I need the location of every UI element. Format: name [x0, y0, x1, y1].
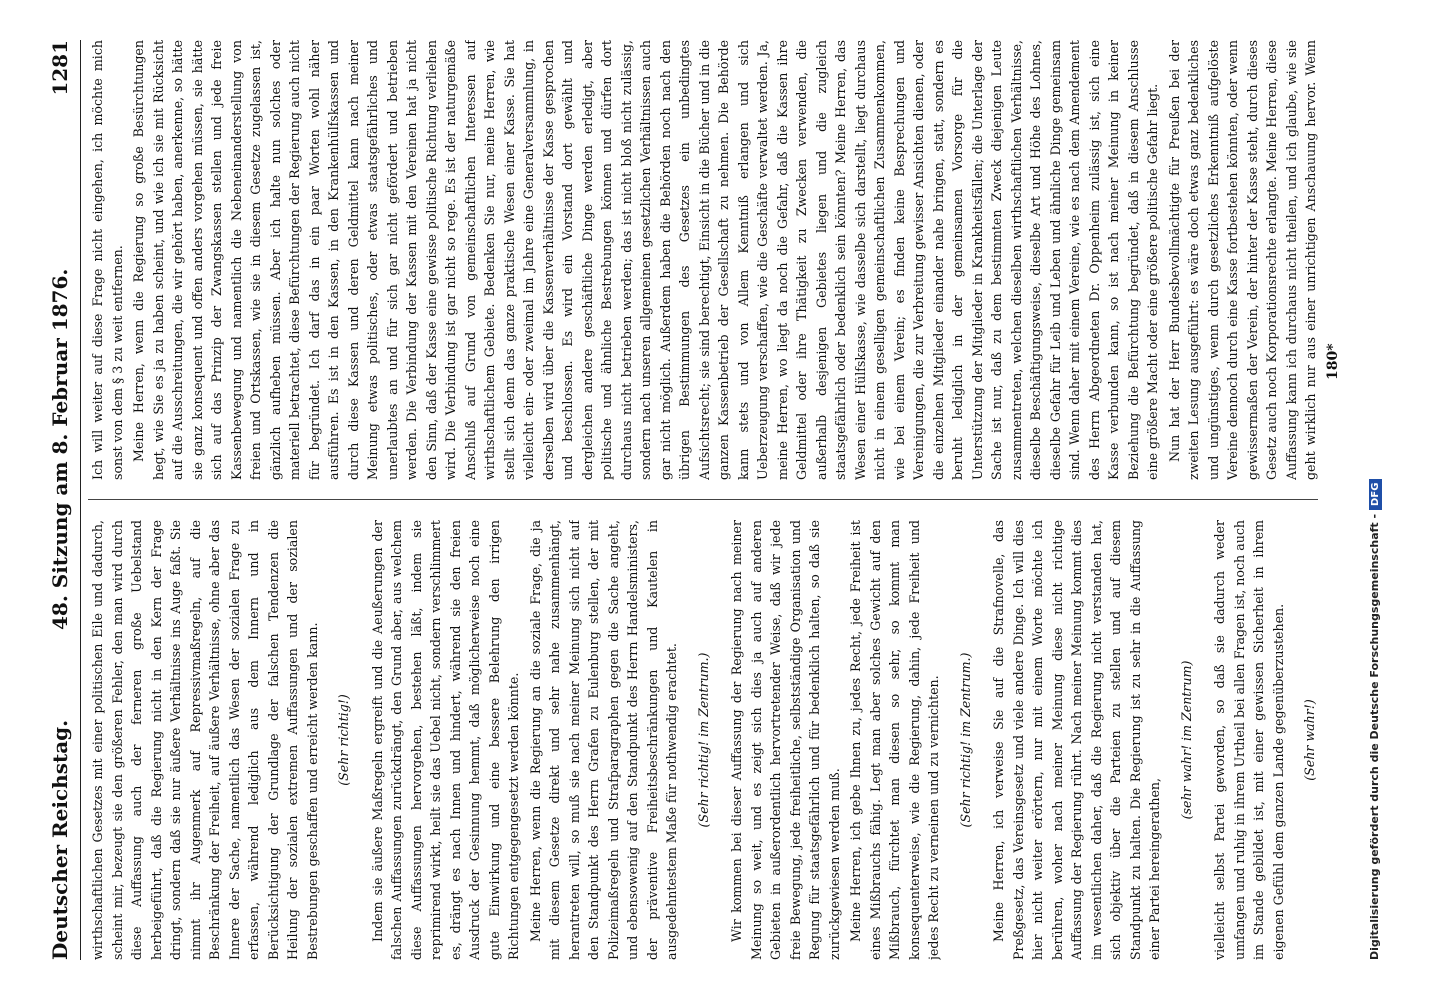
- paragraph: Nun hat der Herr Bundesbevollmächtigte für Preußen bei der zweiten Lesung ausgeführt: es wäre doch etwas ganz bedenkliches und ungünstiges, wenn durch gesetzliches Erkenntniß aufgelöste Vereine dennoch durch eine Kasse fortbestehen könnten, oder wenn gewissermaßen der Verein, der hinter der Kasse steht, durch dieses Gesetz auch noch Korporationsrechte erlangte. Meine Herren, diese Auffassung kann ich durchaus nicht theilen, und ich glaube, wie sie geht wirklich nur aus einer unrichtigen Anschauung hervor. Wenn: [1166, 40, 1318, 480]
- paragraph: Meine Herren, ich verweise Sie auf die Strafnovelle, das Preßgesetz, das Vereinsgesetz und viele andere Dinge. Ich will dies hier nicht weiter erörtern, nur mit einem Worte möchte ich berühren, woher nach meiner Meinung diese nicht richtige Auffassung der Regierung rührt. Nach meiner Meinung kommt dies im wesentlichen daher, daß die Regierung nicht verstanden hat, sich objektiv über die Parteien zu stellen und auf diesem Standpunkt zu halten. Die Regierung ist zu sehr in die Auffassung einer Partei hereingerathen,: [991, 520, 1162, 960]
- interjection: (sehr wahr! im Zentrum): [1178, 660, 1194, 820]
- paragraph: Indem sie äußere Maßregeln ergreift und die Aeußerungen der falschen Auffassungen zurückdrängt, den Grund aber, aus welchem diese Auffassungen hervorgehen, bestehen läßt, indem sie reprimirend wirkt, heilt sie das Uebel nicht, sondern verschlimmert es, drängt es nach Innen und hindert, während sie den freien Ausdruck der Gesinnung hemmt, daß möglicherweise noch eine gute Einwirkung und eine bessere Belehrung den irrigen Richtungen entgegengesetzt werden könnte.: [369, 520, 521, 960]
- signature-mark: 180*: [1325, 343, 1341, 380]
- column-divider: [88, 499, 1318, 500]
- left-text-column: [88, 520, 1318, 960]
- interjection: (Sehr richtig! im Zentrum.): [695, 652, 711, 828]
- credit-text: Digitalisierung gefördert durch die Deutsche Forschungsgemeinschaft -: [1368, 513, 1381, 960]
- continued-paragraph: Ich will weiter auf diese Frage nicht eingehen, ich möchte mich sonst von dem § 3 zu weit entfernen.: [90, 40, 125, 480]
- continued-paragraph: vielleicht selbst Partei geworden, so daß sie dadurch weder umfangen und ruhig in ihrem Urtheil bei allen Fragen ist, noch auch im Stande gebildet ist, mit einer gewissen Sicherheit in ihrem eigenen Gefühl dem ganzen Lande gegenüberzustehen.: [1212, 520, 1286, 960]
- paragraph: Meine Herren, wenn die Regierung so große Besürchtungen hegt, wie Sie es ja zu haben scheint, und wie ich sie mit Rücksicht auf die Ausschreitungen, die wir gehört haben, anerkenne, so hätte sie ganz konsequent und offen anders vorgehen müssen, sie hätte sich auf das Prinzip der Zwangskassen stellen und jede freie Kassenbewegung und namentlich die Nebeneinanderstellung von freien und Ortskassen, wie sie in diesem Gesetze zugelassen ist, gänzlich aufheben müssen. Aber ich halte nun solches oder materiell betrachtet, diese Befürchtungen der Regierung auch nicht für begründet. Ich darf das in ein paar Worten wohl näher ausführen. Es ist in den Kassen, in den Krankenhülfskassen und durch diese Kassen und deren Geldmittel kann nach meiner Meinung etwas politisches, oder etwas staatsgefährliches und unerlaubtes an und für sich gar nicht gefördert und betrieben werden. Die Verbindung der Kassen mit den Vereinen hat ja nicht den Sinn, daß der Kasse eine gewisse politische Richtung verliehen wird. Die Verbindung ist gar nicht so rege. Es ist der naturgemäße Anschluß auf Grund von gemeinschaftlichen Interessen auf wirthschaftlichem Gebiete. Bedenken Sie nur, meine Herren, wie stellt sich denn das ganze praktische Wesen einer Kasse. Sie hat vielleicht ein- oder zweimal im Jahre eine Generalversammlung, in derselben wird über die Kassenverhältnisse der Kasse gesprochen und beschlossen. Es wird ein Vorstand dort gewählt und dergleichen andere geschäftliche Dinge werden erledigt, aber politische und ähnliche Bestrebungen können und dürfen dort durchaus nicht betrieben werden; das ist nicht bloß nicht zulässig, sondern nach unseren allgemeinen gesetzlichen Verhältnissen auch gar nicht möglich. Außerdem haben die Behörden noch nach den übrigen Bestimmungen des Gesetzes ein unbedingtes Aufsichtsrecht; sie sind berechtigt, Einsicht in die Bücher und in die ganzen Kassenbetrieb der Gesellschaft zu nehmen. Die Behörde kann stets und von Allem Kenntniß erlangen und sich Ueberzeugung verschaffen, wie die Geschäfte verwaltet werden. Ja, meine Herren, wo liegt da noch die Gefahr, daß die Kassen ihre Geldmittel oder ihre Thätigkeit zu Zwecken verwenden, die außerhalb desjenigen Gebietes liegen und die zugleich staatsgefährlich oder bedenklich sein könnten? Meine Herren, das Wesen einer Hülfskasse, wie dasselbe sich darstellt, liegt durchaus nicht in einem geselligen gemeinschaftlichen Zusammenkommen, wie bei einem Verein; es finden keine Besprechungen und Vereinigungen, die zur Verbreitung gewisser Ansichten dienen, oder die einzelnen Mitglieder einander nahe bringen, statt, sondern es beruht lediglich in der gemeinsamen Vorsorge für die Unterstützung der Mitglieder in Krankheitsfällen; die Unterlage der Sache ist nur, daß zu dem bestimmten Zweck diejenigen Leute zusammentreten, welchen dieselben wirthschaftlichen Verhältnisse, dieselbe Beschäftigungsweise, dieselbe Art und Höhe des Lohnes, dieselbe Gefahr für Leib und Leben und ähnliche Dinge gemeinsam sind. Wenn daher mit einem Vereine, wie es nach dem Amendement des Herrn Abgeordneten Dr. Oppenheim zulässig ist, sich eine Kasse verbunden kann, so ist nach meiner Meinung in keiner Beziehung die Befürchtung begründet, daß in diesem Anschlusse eine größere Macht oder eine größere politische Gefahr liegt.: [131, 40, 1160, 480]
- paragraph: Wir kommen bei dieser Auffassung der Regierung nach meiner Meinung so weit, und es zeigt sich dies ja auch auf anderen Gebieten in außerordentlich hervortretender Weise, daß wir jede freie Bewegung, jede freiheitliche, selbstständige Organisation und Regung für staatsgefährlich und für bedenklich halten, so daß sie zurückgewiesen werden muß.: [729, 520, 842, 960]
- right-text-column: [88, 40, 1318, 480]
- header-session-title: 48. Sitzung am 8. Februar 1876.: [48, 268, 72, 630]
- page-number: 1281: [48, 40, 72, 96]
- digitization-credit: [1368, 40, 1382, 960]
- header-publication-title: Deutscher Reichstag.: [48, 719, 72, 960]
- dfg-logo-badge: DFG: [1369, 479, 1382, 510]
- interjection: (Sehr richtig! im Zentrum.): [957, 652, 973, 828]
- continued-paragraph: wirthschaftlichen Gesetzes mit einer politischen Eile und dadurch, scheint mir, bezeugt sie den größeren Fehler, den man wird durch diese Auffassung auch der ferneren große Uebelstand herbeigeführt, daß die Regierung nicht in den Kern der Frage dringt, sondern daß sie nur äußere Verhältnisse ins Auge faßt. Sie nimmt ihr Augenmerk auf Repressivmaßregeln, auf die Beschränkung der Freiheit, auf äußere Verhältnisse, ohne aber das Innere der Sache, namentlich das Wesen der sozialen Frage zu erfassen, während lediglich aus dem Innern und in Berücksichtigung der Grundlage der falschen Tendenzen die Heilung der sozialen extremen Auffassungen und der sozialen Bestrebungen geschaffen und erreicht werden kann.: [90, 520, 320, 960]
- interjection: (Sehr wahr!): [1302, 699, 1317, 781]
- paragraph: Meine Herren, ich gebe Ihnen zu, jedes Recht, jede Freiheit ist eines Mißbrauchs fähig. Legt man aber solches Gewicht auf den Mißbrauch, fürchtet man diesen so sehr, so kommt man konsequenterweise, wie die Regierung, dahin, jede Freiheit und jedes Recht zu verneinen und zu vernichten.: [848, 520, 941, 960]
- interjection: (Sehr richtig!): [336, 694, 351, 786]
- paragraph: Meine Herren, wenn die Regierung an die soziale Frage, die ja mit diesem Gesetze direkt und sehr nahe zusammenhängt, herantreten will, so muß sie nach meiner Meinung sich nicht auf den Standpunkt des Herrn Grafen zu Eulenburg stellen, der mit Polizeimaßregeln und Strafparagraphen gegen die Sache angeht, und ebensowenig auf den Standpunkt des Herrn Handelsministers, der präventive Freiheitsbeschränkungen und Kautelen in ausgedehntestem Maße für nothwendig erachtet.: [527, 520, 679, 960]
- page-header: [40, 40, 81, 960]
